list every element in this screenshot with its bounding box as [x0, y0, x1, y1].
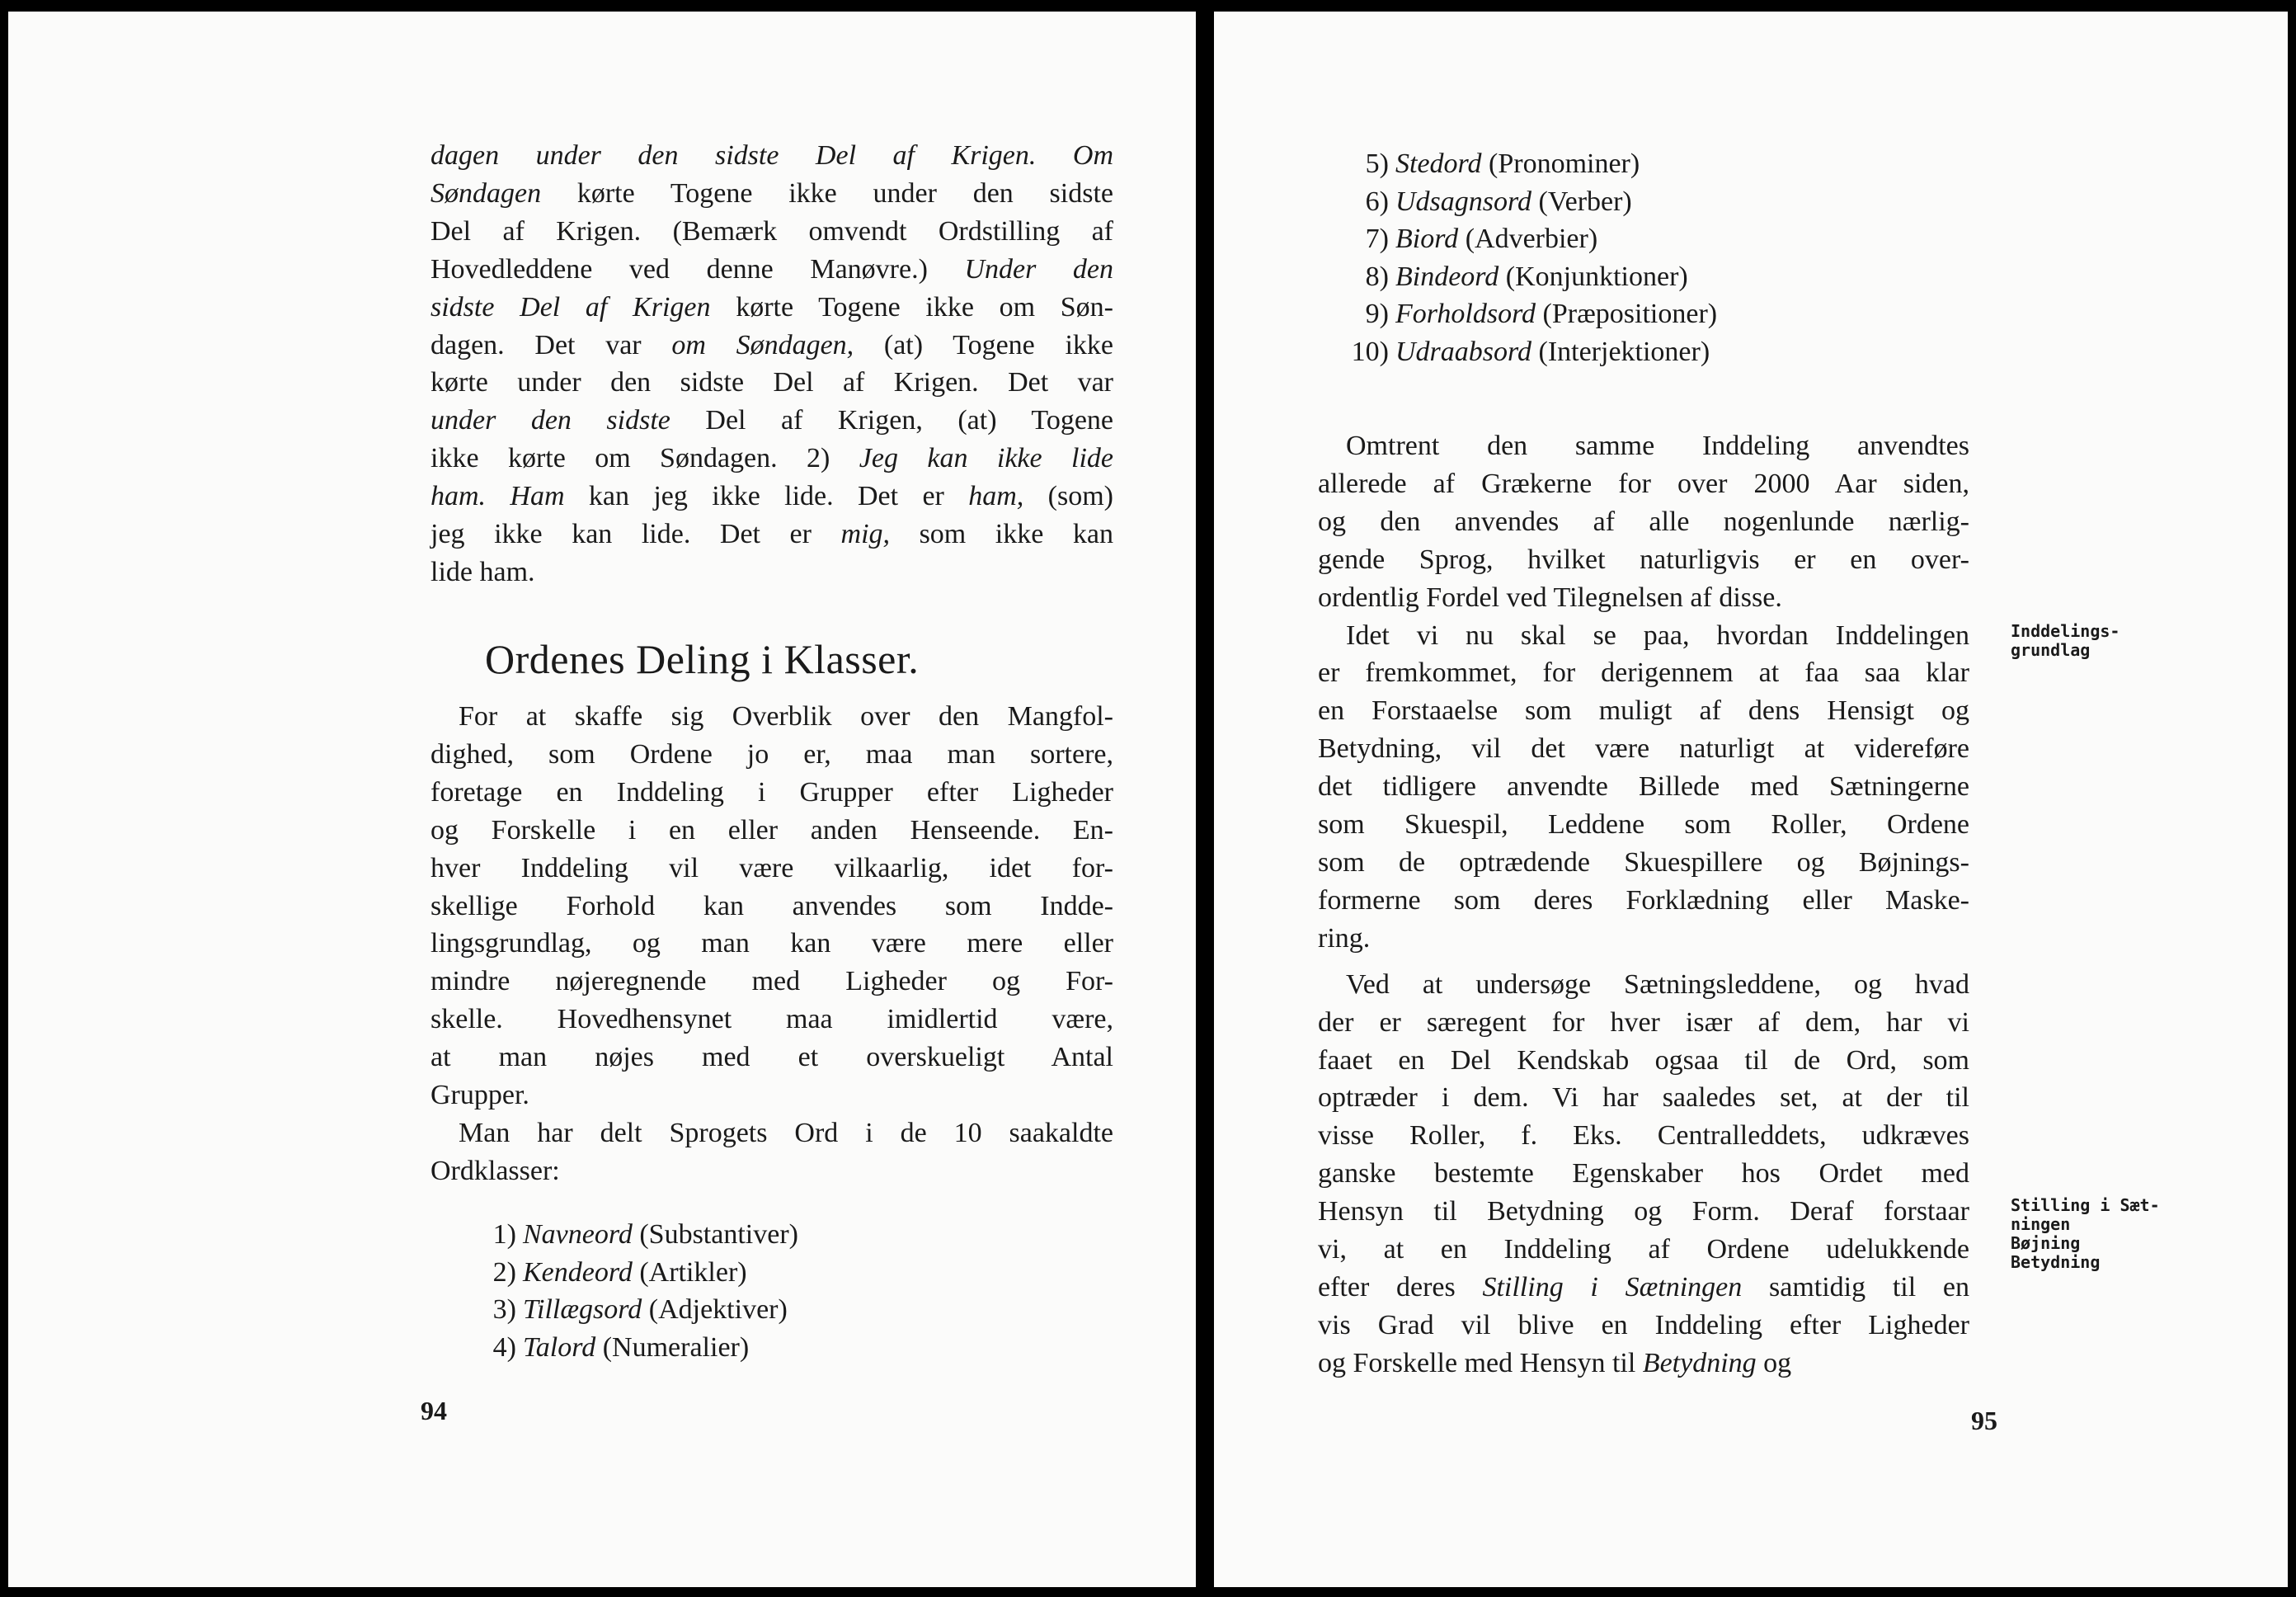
item-gloss: (Verber) [1531, 186, 1632, 217]
item-gloss: (Adjektiver) [642, 1294, 788, 1326]
item-number: 7) [1365, 224, 1389, 255]
item-number: 10) [1351, 336, 1389, 367]
item-number: 9) [1365, 299, 1389, 330]
text-line: lide ham. [430, 556, 535, 587]
margin-note-inddelingsgrundlag [2011, 622, 2120, 660]
item-term: Udraabsord [1395, 336, 1531, 367]
item-gloss: (Numeralier) [595, 1331, 750, 1363]
margin-note-line: Stilling i Sæt- [2011, 1195, 2160, 1215]
left-page [8, 12, 1196, 1587]
word-class-item [465, 1254, 798, 1292]
margin-note-line: grundlag [2011, 640, 2091, 660]
item-term: Stedord [1395, 148, 1482, 179]
item-gloss: (Konjunktioner) [1499, 261, 1688, 292]
section-heading: Ordenes Deling i Klasser. [485, 636, 920, 682]
item-gloss: (Pronominer) [1481, 148, 1640, 179]
item-term: Biord [1395, 224, 1459, 255]
item-gloss: (Adverbier) [1458, 224, 1598, 255]
word-class-item [1338, 333, 1717, 371]
body-text [1318, 427, 1969, 1383]
item-term: Udsagnsord [1395, 186, 1531, 217]
text-line: som de optrædende Skuespillere og Bøjnings- [1318, 846, 1969, 878]
margin-note-line: Bøjning [2011, 1233, 2081, 1253]
text-line: der er særegent for hver især af dem, har vi [1318, 1006, 1969, 1038]
text-line: For at skaffe sig Overblik over den Mangfol- [459, 701, 1113, 732]
text-line: faaet en Del Kendskab ogsaa til de Ord, som [1318, 1044, 1969, 1076]
text-line: Søndagen kørte Togene ikke under den sidste [430, 177, 1113, 209]
text-line: vis Grad vil blive en Inddeling efter Ligheder [1318, 1309, 1969, 1340]
text-line: dagen. Det var om Søndagen, (at) Togene ikke [430, 329, 1113, 360]
text-line: optræder i dem. Vi har saaledes set, at der til [1318, 1082, 1969, 1114]
text-line: formerne som deres Forklædning eller Maske- [1318, 884, 1969, 916]
text-line: ganske bestemte Egenskaber hos Ordet med [1318, 1158, 1969, 1190]
item-number: 5) [1365, 148, 1389, 179]
text-line: ordentlig Fordel ved Tilegnelsen af disse. [1318, 582, 1782, 613]
word-class-list [465, 1216, 798, 1366]
text-line: Idet vi nu skal se paa, hvordan Inddelingen [1346, 619, 1969, 651]
page-number: 95 [1971, 1406, 1997, 1435]
text-line: og den anvendes af alle nogenlunde nærlig- [1318, 506, 1969, 537]
item-number: 1) [492, 1219, 516, 1250]
text-line: under den sidste Del af Krigen, (at) Togene [430, 405, 1114, 436]
continuation-paragraph [430, 137, 1113, 591]
item-term: Tillægsord [523, 1294, 642, 1326]
paragraph-text [430, 698, 1113, 1114]
right-page [1214, 12, 2288, 1587]
text-line: allerede af Grækerne for over 2000 Aar siden, [1318, 468, 1969, 499]
paragraph-text [1318, 427, 1969, 617]
text-line: foretage en Inddeling i Grupper efter Ligheder [430, 776, 1113, 808]
item-number: 6) [1365, 186, 1389, 217]
text-line: kørte under den sidste Del af Krigen. Det var [430, 367, 1113, 398]
margin-note-line: Inddelings- [2011, 621, 2120, 641]
page-number: 94 [421, 1396, 447, 1425]
word-class-item [1338, 183, 1717, 221]
word-class-list [1338, 145, 1717, 371]
item-term: Kendeord [523, 1256, 633, 1288]
item-number: 8) [1365, 261, 1389, 292]
text-line: Betydning, vil det være naturligt at videreføre [1318, 733, 1969, 765]
word-class-item [1338, 145, 1717, 183]
item-number: 2) [492, 1256, 516, 1288]
text-line: ikke kørte om Søndagen. 2) Jeg kan ikke lide [430, 443, 1113, 474]
margin-note-stilling [2011, 1196, 2160, 1272]
word-class-item [1338, 295, 1717, 333]
text-line: ring. [1318, 922, 1371, 954]
text-line: Omtrent den samme Inddeling anvendtes [1346, 431, 1969, 461]
text-line: sidste Del af Krigen kørte Togene ikke om Søn- [430, 291, 1113, 323]
text-line: lingsgrundlag, og man kan være mere eller [430, 928, 1113, 959]
item-number: 4) [492, 1331, 516, 1363]
text-line: og Forskelle i en eller anden Henseende. En- [430, 814, 1113, 846]
paragraph-text [430, 1114, 1113, 1190]
item-term: Talord [523, 1331, 596, 1363]
text-line: dagen under den sidste Del af Krigen. Om [430, 140, 1113, 171]
text-line: det tidligere anvendte Billede med Sætningerne [1318, 771, 1969, 803]
word-class-item [465, 1216, 798, 1254]
item-gloss: (Præpositioner) [1536, 299, 1718, 330]
text-line: Grupper. [430, 1080, 529, 1111]
text-line: er fremkommet, for derigennem at faa saa klar [1318, 657, 1969, 689]
word-class-item [465, 1329, 798, 1367]
item-gloss: (Substantiver) [632, 1219, 798, 1250]
text-line: mindre nøjeregnende med Ligheder og For- [430, 966, 1113, 997]
item-term: Navneord [523, 1219, 633, 1250]
text-line: ham. Ham kan jeg ikke lide. Det er ham, (som) [430, 481, 1113, 512]
item-gloss: (Interjektioner) [1531, 336, 1710, 367]
text-line: Hensyn til Betydning og Form. Deraf forstaar [1318, 1196, 1969, 1227]
text-line: Del af Krigen. (Bemærk omvendt Ordstilling af [430, 215, 1113, 247]
text-line: jeg ikke kan lide. Det er mig, som ikke kan [430, 519, 1113, 550]
paragraph-text [430, 137, 1113, 591]
margin-note-line: ningen [2011, 1214, 2071, 1234]
text-line: skellige Forhold kan anvendes som Indde- [430, 890, 1113, 921]
text-line: Ordklasser: [430, 1155, 560, 1186]
word-class-item [1338, 220, 1717, 258]
text-line: en Forstaaelse som muligt af dens Hensigt og [1318, 695, 1969, 727]
item-number: 3) [492, 1294, 516, 1326]
item-term: Bindeord [1395, 261, 1499, 292]
text-line: visse Roller, f. Eks. Centralleddets, udkræves [1318, 1120, 1969, 1152]
paragraph-text [1318, 617, 1969, 958]
word-class-item [1338, 258, 1717, 296]
word-class-item [465, 1291, 798, 1329]
text-line: at man nøjes med et overskueligt Antal [430, 1042, 1113, 1073]
text-line: som Skuespil, Leddene som Roller, Ordene [1318, 809, 1969, 841]
text-line: og Forskelle med Hensyn til Betydning og [1318, 1347, 1792, 1378]
text-line: hver Inddeling vil være vilkaarlig, idet for- [430, 852, 1113, 883]
text-line: Man har delt Sprogets Ord i de 10 saakaldte [459, 1117, 1113, 1148]
text-line: gende Sprog, hvilket naturligvis er en over- [1318, 544, 1969, 575]
item-gloss: (Artikler) [632, 1256, 747, 1288]
margin-note-line: Betydning [2011, 1252, 2101, 1272]
text-line: dighed, som Ordene jo er, maa man sortere, [430, 738, 1113, 770]
item-term: Forholdsord [1395, 299, 1536, 330]
text-line: vi, at en Inddeling af Ordene udelukkende [1318, 1234, 1969, 1265]
text-line: skelle. Hovedhensynet maa imidlertid være, [430, 1004, 1113, 1035]
paragraph-text [1318, 966, 1969, 1383]
text-line: efter deres Stilling i Sætningen samtidig til en [1318, 1271, 1969, 1303]
body-text [430, 698, 1113, 1190]
text-line: Ved at undersøge Sætningsleddene, og hvad [1346, 968, 1969, 1000]
text-line: Hovedleddene ved denne Manøvre.) Under den [430, 253, 1114, 285]
